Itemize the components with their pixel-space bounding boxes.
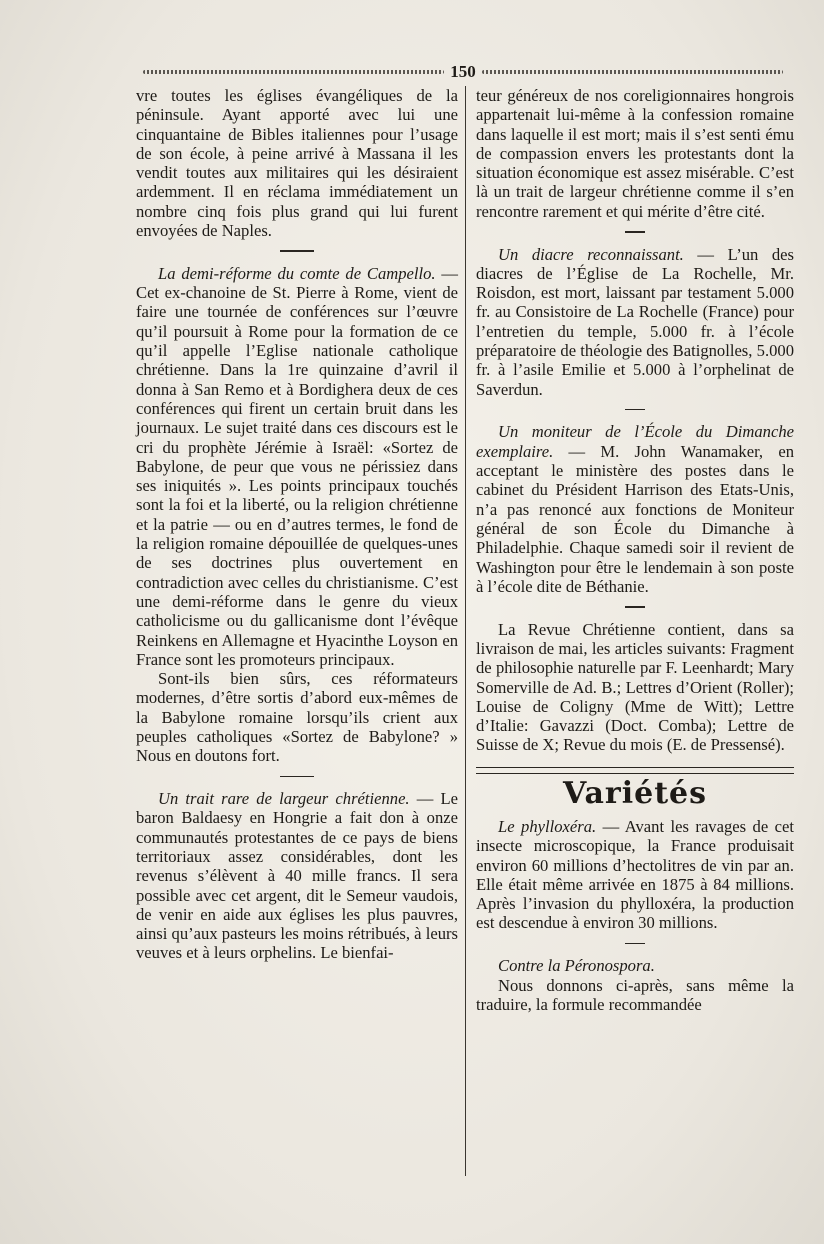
header-ornament-right (482, 70, 783, 74)
article-paragraph (476, 422, 794, 596)
paragraph-text: Sont-ils bien sûrs, ces réformateurs modernes, d’être sortis d’abord eux-mêmes de la Babylone romaine lorsqu’ils crient aux peuples catholiques «Sortez de Babylone? » Nous en doutons fort. (136, 669, 458, 766)
separator-rule (625, 231, 645, 233)
article-paragraph (476, 976, 794, 1015)
separator-rule (625, 606, 645, 608)
column-divider (465, 86, 466, 1176)
article-title: La demi-réforme du comte de Campello. (158, 263, 436, 283)
paragraph-text: Nous donnons ci-après, sans même la traduire, la formule recommandée (476, 975, 794, 1014)
article-title: Un diacre reconnaissant. (498, 244, 684, 264)
page-header (143, 60, 783, 84)
article-title: Le phylloxéra. (498, 817, 597, 836)
paragraph-text: — Avant les ravages de cet insecte microscopique, la France produisait environ 60 millions d’hectolitres de vin par an. Elle était même arrivée en 1875 à 84 millions. Après l’invasion du phylloxéra, la production est descendue à environ 30 millions. (476, 817, 795, 933)
header-ornament-left (143, 70, 444, 74)
page-number: 150 (450, 62, 476, 81)
article-paragraph (136, 669, 458, 765)
separator-rule (625, 409, 645, 411)
article-paragraph (136, 264, 458, 669)
article-paragraph (476, 956, 794, 975)
separator-rule (280, 776, 314, 778)
paragraph-text: — M. John Wanamaker, en acceptant le ministère des postes dans le cabinet du Président Harrison des Etats-Unis, n’a pas renoncé aux fonctions de Moniteur général de son École du Dimanche à Philadelphie. Chaque samedi soir il revient de Washington pour être le lendemain à son poste à l’école dite de Béthanie. (476, 441, 794, 596)
article-paragraph (476, 620, 794, 755)
article-paragraph (136, 789, 458, 963)
article-paragraph (476, 245, 794, 399)
section-title: Variétés (562, 775, 708, 811)
double-rule (476, 767, 794, 774)
article-title: Un trait rare de largeur chrétienne. (158, 789, 410, 809)
separator-rule (625, 943, 645, 945)
paragraph-text: teur généreux de nos coreligionnaires hongrois appartenait lui-même à la confession romaine dans laquelle il est mort; mais il s’est senti ému de compassion envers les protestants dont la situation économique est assez misérable. C’est là un trait de largeur chrétienne comme il s’en rencontre rarement et qui mérite d’être cité. (476, 86, 794, 221)
paragraph-text: — Cet ex-chanoine de St. Pierre à Rome, vient de faire une tournée de conférences sur l’œuvre qu’il poursuit à Rome pour la formation de ce qu’il appelle l’Eglise nationale catholique chrétienne. Dans la 1re quinzaine d’avril il donna à San Remo et à Bordighera deux de ces conférences qui firent un certain bruit dans les journaux. Le sujet traité dans ces discours est le cri du prophète Jérémie à Israël: «Sortez de Babylone, de peur que vous ne périssiez dans ses iniquités ». Les points principaux touchés sont la foi et la liberté, ou la religion chrétienne et la patrie — ou en d’autres termes, le fond de la religion romaine dépouillée de quelques-unes de ses doctrines plus ouvertement en contradiction avec celles du christianisme. C’est une demi-réforme dans le genre du vieux catholicisme ou du gallicanisme dont l’évêque Reinkens en Allemagne et Hyacinthe Loyson en France sont les promoteurs principaux. (136, 263, 458, 669)
article-paragraph (476, 817, 794, 933)
paragraph-text: — Le baron Baldaesy en Hongrie a fait don à onze communautés protestantes de ce pays de biens territoriaux assez considérables, dont les revenus s’élèvent à 40 mille francs. Il sera possible avec cet argent, dit le Semeur vaudois, de venir en aide aux églises les plus pauvres, ainsi qu’aux pasteurs les moins rétribués, à leurs veuves et à leurs orphelins. Le bienfai- (136, 789, 458, 963)
article-title: Un moniteur de l’École du Dimanche exemplaire. (476, 422, 794, 461)
left-column (136, 86, 458, 963)
article-title: Contre la Péronospora. (498, 956, 655, 976)
paragraph-text: — L’un des diacres de l’Église de La Rochelle, Mr. Roisdon, est mort, laissant par testament 5.000 fr. au Consistoire de La Rochelle (France) pour l’entretien du temple, 5.000 fr. à l’école préparatoire de théologie des Batignolles, 5.000 fr. à l’asile Emilie et 5.000 à l’orphelinat de Saverdun. (476, 244, 794, 399)
article-paragraph (476, 86, 794, 221)
paragraph-text: vre toutes les églises évangéliques de la péninsule. Ayant apporté avec lui une cinquantaine de Bibles italiennes pour l’usage de son école, à peine arrivé à Massana il les vendit toutes aux militaires qui les désiraient ardemment. Il en réclama immédiatement un nombre cinq fois plus grand qui lui furent envoyées de Naples. (136, 86, 458, 241)
separator-rule (280, 250, 314, 252)
right-column (476, 86, 794, 1014)
paragraph-text: La Revue Chrétienne contient, dans sa livraison de mai, les articles suivants: Fragment de philosophie naturelle par F. Leenhardt; Mary Somerville de Ad. B.; Lettres d’Orient (Roller); Louise de Coligny (Mme de Witt); Lettre d’Italie: Gavazzi (Doct. Comba); Lettre de Suisse de X; Revue du mois (E. de Pressensé). (476, 619, 794, 755)
article-paragraph (136, 86, 458, 240)
